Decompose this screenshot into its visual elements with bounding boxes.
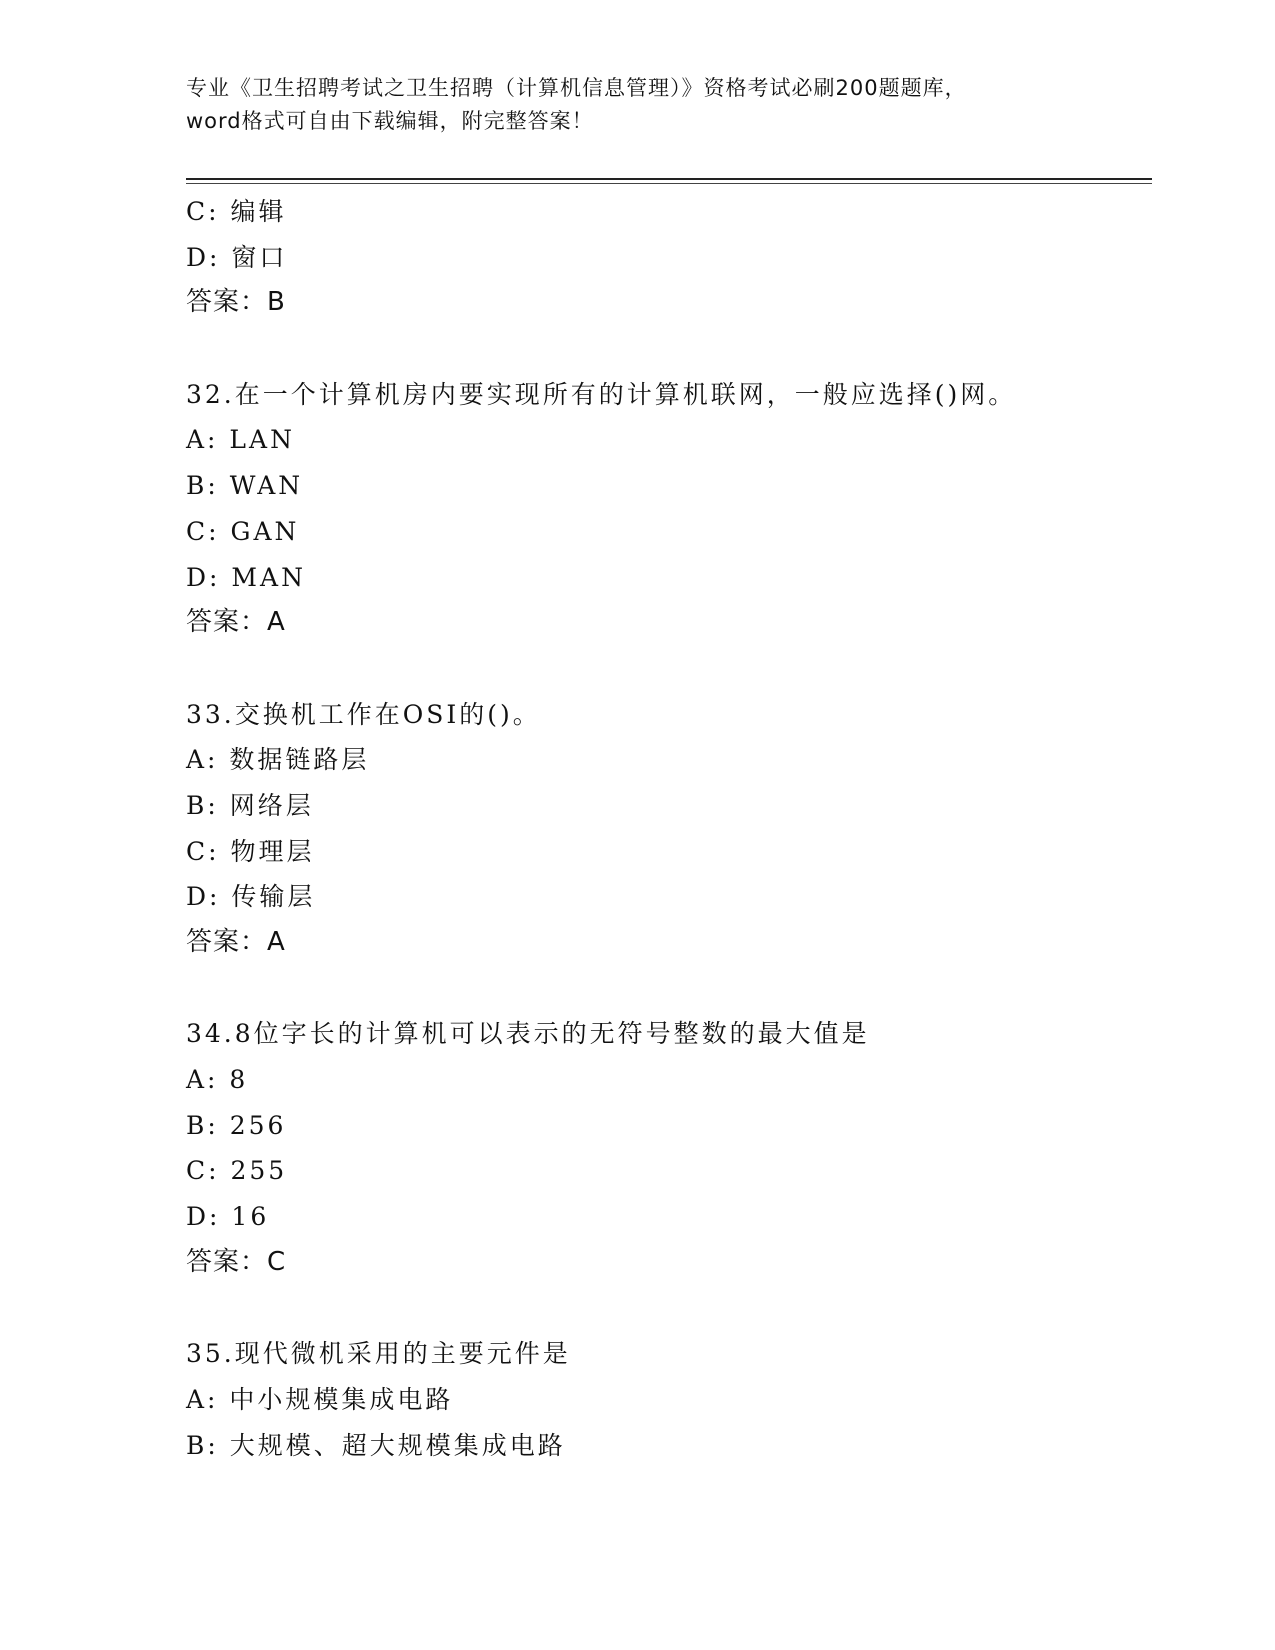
option-a: A: 数据链路层 <box>186 745 370 775</box>
answer-line: 答案：A <box>186 607 286 638</box>
option-b: B: 256 <box>186 1110 287 1140</box>
question-32 <box>186 372 1146 646</box>
spacer <box>186 966 1146 1012</box>
header-title-line-2: word格式可自由下载编辑，附完整答案！ <box>186 109 594 133</box>
option-a: A: 中小规模集成电路 <box>186 1384 454 1414</box>
spacer <box>186 646 1146 692</box>
question-33 <box>186 692 1146 966</box>
header-divider-thick <box>186 178 1152 180</box>
question-34 <box>186 1011 1146 1285</box>
answer-line: 答案：A <box>186 927 286 957</box>
option-d: D: MAN <box>186 562 306 592</box>
answer-line: 答案：B <box>186 287 286 318</box>
question-stem: 34.8位字长的计算机可以表示的无符号整数的最大值是 <box>186 1019 870 1049</box>
option-c: C: 物理层 <box>186 836 315 866</box>
question-stem: 32.在一个计算机房内要实现所有的计算机联网，一般应选择()网。 <box>186 379 1017 409</box>
option-d: D: 传输层 <box>186 882 316 912</box>
question-stem: 35.现代微机采用的主要元件是 <box>186 1339 571 1369</box>
document-header <box>186 72 1086 138</box>
option-d: D: 窗口 <box>186 242 288 272</box>
option-a: A: 8 <box>186 1065 249 1095</box>
header-divider-thin <box>186 183 1152 184</box>
option-c: C: 255 <box>186 1156 288 1186</box>
question-35 <box>186 1331 1146 1468</box>
spacer <box>186 1286 1146 1332</box>
option-b: B: WAN <box>186 471 304 501</box>
option-c: C: 编辑 <box>186 197 287 226</box>
option-a: A: LAN <box>186 425 295 455</box>
option-b: B: 网络层 <box>186 790 314 820</box>
option-d: D: 16 <box>186 1202 270 1232</box>
header-title-line-1: 专业《卫生招聘考试之卫生招聘（计算机信息管理）》资格考试必刷200题题库， <box>186 76 967 100</box>
spacer <box>186 326 1146 372</box>
question-31-tail <box>186 189 1146 326</box>
option-b: B: 大规模、超大规模集成电路 <box>186 1430 566 1460</box>
question-stem: 33.交换机工作在OSI的()。 <box>186 699 541 729</box>
option-c: C: GAN <box>186 516 300 546</box>
answer-line: 答案：C <box>186 1246 287 1277</box>
question-list <box>186 189 1146 1468</box>
